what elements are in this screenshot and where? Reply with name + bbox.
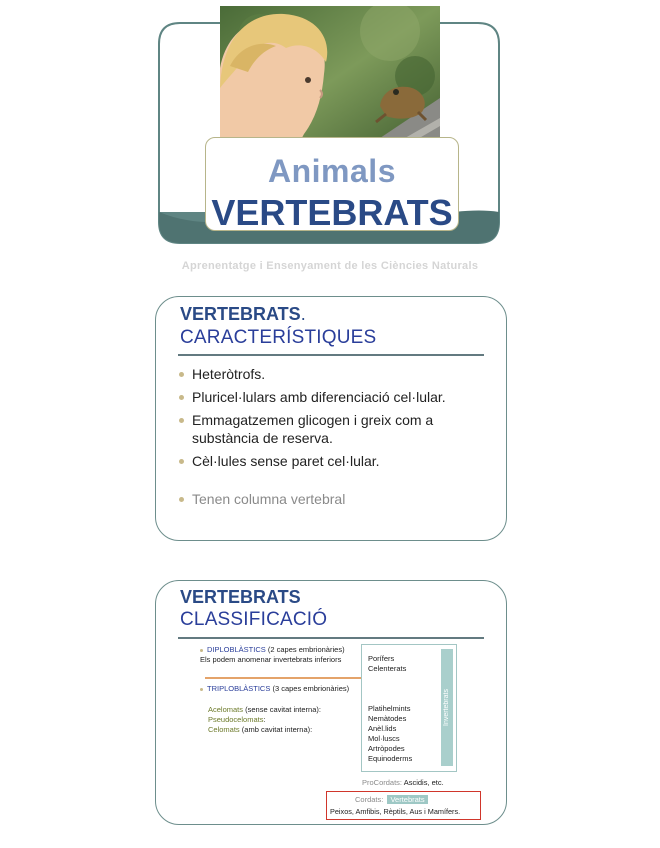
acelomats-label: Acelomats (sense cavitat interna): — [208, 705, 321, 714]
slide-subheading: CARACTERÍSTIQUES — [180, 327, 377, 348]
diploblastics-note: Els podem anomenar invertebrats inferiors — [200, 655, 342, 664]
lower-invertebrates-list — [368, 654, 406, 674]
slide-title-vertebrats: VERTEBRATS — [211, 192, 453, 233]
list-item: Equinoderms — [368, 754, 413, 763]
list-item: Celenterats — [368, 664, 407, 673]
list-item-dimmed: Tenen columna vertebral — [179, 490, 484, 508]
list-item: Emmagatzemen glicogen i greix com a substància de reserva. — [179, 411, 484, 447]
vertebrats-badge: Vertebrats — [387, 795, 427, 804]
list-item: Cèl·lules sense paret cel·lular. — [179, 452, 484, 470]
pseudocelomats-label: Pseudocelomats: — [208, 715, 266, 724]
slide-title-animals: Animals — [268, 153, 396, 189]
heading-divider — [178, 354, 484, 356]
list-item: Platihelmints — [368, 704, 411, 713]
list-item: Porífers — [368, 654, 395, 663]
slide-subheading: CLASSIFICACIÓ — [180, 609, 328, 630]
list-item: Pluricel·lulars amb diferenciació cel·lular. — [179, 388, 484, 406]
cordats-line: Cordats: Vertebrats — [355, 795, 428, 805]
list-item: Nemàtodes — [368, 714, 407, 723]
invertebrates-label: Invertebrats — [443, 689, 450, 726]
diploblastics-item: DIPLOBLÀSTICS (2 capes embrionàries) — [200, 645, 345, 655]
list-item: Anèl.lids — [368, 724, 397, 733]
list-item: Mol·luscs — [368, 734, 400, 743]
child-and-frog-photo — [220, 6, 440, 158]
celomats-label: Celomats (amb cavitat interna): — [208, 725, 313, 734]
characteristics-list — [179, 365, 484, 475]
procordats-line: ProCordats: Ascidis, etc. — [362, 778, 444, 787]
slide-heading: VERTEBRATS. — [180, 304, 306, 324]
heading-divider — [178, 637, 484, 639]
slide-heading: VERTEBRATS — [180, 587, 301, 607]
vertebrate-groups: Peixos, Amfibis, Rèptils, Aus i Mamífers. — [330, 807, 461, 816]
list-item: Heteròtrofs. — [179, 365, 484, 383]
list-item: Artròpodes — [368, 744, 405, 753]
slide-subtitle: Aprenentatge i Ensenyament de les Ciències Naturals — [181, 260, 479, 272]
higher-invertebrates-list — [368, 704, 412, 764]
triploblastics-item: TRIPLOBLÀSTICS (3 capes embrionàries) — [200, 684, 349, 694]
dimmed-list — [179, 490, 484, 513]
